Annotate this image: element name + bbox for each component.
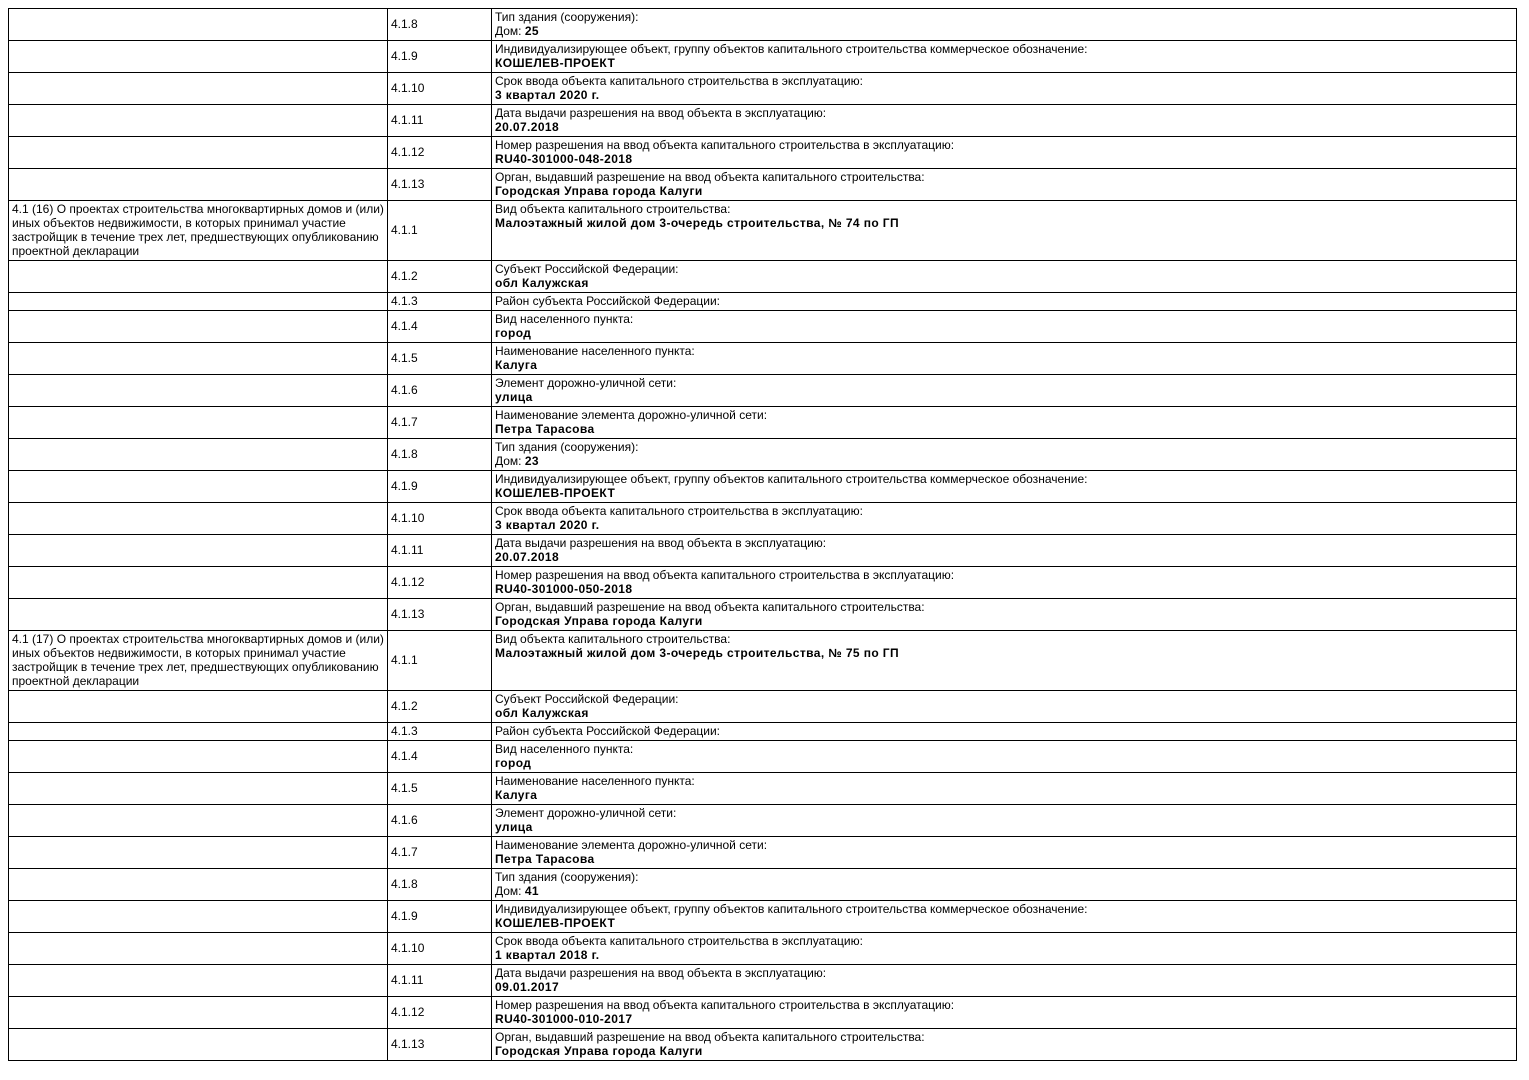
value-line xyxy=(495,184,1513,198)
row-number-cell xyxy=(388,997,492,1029)
field-value: Городская Управа города Калуги xyxy=(495,1044,703,1058)
section-description: 4.1 (16) О проектах строительства многоквартирных домов и (или) иных объектов недвижимости, в которых принимал участие застройщик в течение трех лет, предшествующих опубликованию проектной декларации xyxy=(12,202,384,258)
field-value: 41 xyxy=(524,884,540,898)
row-number-cell xyxy=(388,407,492,439)
row-number-cell xyxy=(388,691,492,723)
field-cell xyxy=(492,439,1517,471)
field-cell xyxy=(492,41,1517,73)
field-value: 20.07.2018 xyxy=(495,120,560,134)
field-cell xyxy=(492,261,1517,293)
section-description-cell xyxy=(9,137,388,169)
table-row xyxy=(9,439,1517,471)
table-row xyxy=(9,343,1517,375)
value-line xyxy=(495,152,1513,166)
field-label: Вид населенного пункта: xyxy=(495,742,634,756)
value-line xyxy=(495,56,1513,70)
field-cell xyxy=(492,201,1517,261)
field-value: Городская Управа города Калуги xyxy=(495,614,703,628)
section-description-cell xyxy=(9,535,388,567)
row-number: 4.1.12 xyxy=(391,1005,425,1019)
table-row xyxy=(9,599,1517,631)
table-row xyxy=(9,169,1517,201)
field-value: 3 квартал 2020 г. xyxy=(495,88,600,102)
row-number-cell xyxy=(388,631,492,691)
row-number-cell xyxy=(388,741,492,773)
field-cell xyxy=(492,1029,1517,1061)
row-number: 4.1.11 xyxy=(391,113,424,127)
table-row xyxy=(9,567,1517,599)
field-label: Элемент дорожно-уличной сети: xyxy=(495,376,677,390)
row-number-cell xyxy=(388,137,492,169)
value-line xyxy=(495,614,1513,628)
row-number: 4.1.8 xyxy=(391,447,418,461)
field-value: город xyxy=(495,756,532,770)
section-description-cell xyxy=(9,9,388,41)
row-number: 4.1.12 xyxy=(391,145,425,159)
field-label: Элемент дорожно-уличной сети: xyxy=(495,806,677,820)
row-number-cell xyxy=(388,901,492,933)
row-number: 4.1.10 xyxy=(391,941,425,955)
field-label: Индивидуализирующее объект, группу объектов капитального строительства коммерческое обозначение: xyxy=(495,472,1088,486)
row-number: 4.1.6 xyxy=(391,813,418,827)
section-description-cell xyxy=(9,343,388,375)
value-line xyxy=(495,276,1513,290)
row-number: 4.1.10 xyxy=(391,81,425,95)
row-number-cell xyxy=(388,311,492,343)
table-row xyxy=(9,293,1517,311)
table-row xyxy=(9,741,1517,773)
field-cell xyxy=(492,105,1517,137)
table-row xyxy=(9,407,1517,439)
row-number-cell xyxy=(388,439,492,471)
row-number-cell xyxy=(388,503,492,535)
row-number: 4.1.4 xyxy=(391,319,418,333)
row-number-cell xyxy=(388,599,492,631)
section-description-cell xyxy=(9,1029,388,1061)
field-cell xyxy=(492,73,1517,105)
declaration-table xyxy=(8,8,1517,1061)
table-row xyxy=(9,933,1517,965)
table-row xyxy=(9,471,1517,503)
field-value: улица xyxy=(495,390,533,404)
row-number: 4.1.11 xyxy=(391,543,424,557)
value-line xyxy=(495,216,1513,230)
field-value: Петра Тарасова xyxy=(495,852,595,866)
row-number-cell xyxy=(388,837,492,869)
row-number-cell xyxy=(388,293,492,311)
field-label: Район субъекта Российской Федерации: xyxy=(495,294,720,308)
field-cell xyxy=(492,805,1517,837)
value-line xyxy=(495,326,1513,340)
field-value: улица xyxy=(495,820,533,834)
value-line xyxy=(495,852,1513,866)
table-row xyxy=(9,837,1517,869)
row-number: 4.1.9 xyxy=(391,909,418,923)
field-value: Малоэтажный жилой дом 3-очередь строительства, № 74 по ГП xyxy=(495,216,900,230)
row-number: 4.1.9 xyxy=(391,479,418,493)
field-value: 09.01.2017 xyxy=(495,980,560,994)
section-description-cell xyxy=(9,631,388,691)
value-line xyxy=(495,916,1513,930)
row-number-cell xyxy=(388,375,492,407)
section-description-cell xyxy=(9,997,388,1029)
row-number: 4.1.9 xyxy=(391,49,418,63)
table-row xyxy=(9,901,1517,933)
value-line xyxy=(495,24,1513,38)
field-value-prefix: Дом: xyxy=(495,24,525,38)
table-row xyxy=(9,691,1517,723)
field-label: Орган, выдавший разрешение на ввод объекта капитального строительства: xyxy=(495,600,925,614)
field-value: КОШЕЛЕВ-ПРОЕКТ xyxy=(495,916,616,930)
field-cell xyxy=(492,9,1517,41)
value-line xyxy=(495,706,1513,720)
table-row xyxy=(9,137,1517,169)
field-label: Индивидуализирующее объект, группу объектов капитального строительства коммерческое обозначение: xyxy=(495,902,1088,916)
field-value: КОШЕЛЕВ-ПРОЕКТ xyxy=(495,56,616,70)
section-description-cell xyxy=(9,169,388,201)
section-description-cell xyxy=(9,723,388,741)
field-value: 20.07.2018 xyxy=(495,550,560,564)
value-line xyxy=(495,390,1513,404)
row-number: 4.1.13 xyxy=(391,607,425,621)
section-description-cell xyxy=(9,965,388,997)
row-number: 4.1.8 xyxy=(391,877,418,891)
field-label: Номер разрешения на ввод объекта капитального строительства в эксплуатацию: xyxy=(495,138,955,152)
section-description-cell xyxy=(9,869,388,901)
value-line xyxy=(495,358,1513,372)
field-value: RU40-301000-050-2018 xyxy=(495,582,633,596)
section-description-cell xyxy=(9,933,388,965)
field-cell xyxy=(492,723,1517,741)
value-line xyxy=(495,646,1513,660)
value-line xyxy=(495,884,1513,898)
field-value-prefix: Дом: xyxy=(495,884,525,898)
section-description-cell xyxy=(9,773,388,805)
row-number-cell xyxy=(388,105,492,137)
section-description-cell xyxy=(9,599,388,631)
row-number: 4.1.4 xyxy=(391,749,418,763)
field-value: 23 xyxy=(524,454,540,468)
field-value: обл Калужская xyxy=(495,276,589,290)
section-description-cell xyxy=(9,439,388,471)
row-number: 4.1.6 xyxy=(391,383,418,397)
field-cell xyxy=(492,837,1517,869)
table-row xyxy=(9,965,1517,997)
section-description-cell xyxy=(9,691,388,723)
field-cell xyxy=(492,375,1517,407)
field-cell xyxy=(492,471,1517,503)
table-row xyxy=(9,9,1517,41)
section-description-cell xyxy=(9,41,388,73)
table-row xyxy=(9,261,1517,293)
field-cell xyxy=(492,535,1517,567)
table-row xyxy=(9,723,1517,741)
field-cell xyxy=(492,965,1517,997)
field-cell xyxy=(492,137,1517,169)
section-description-cell xyxy=(9,375,388,407)
row-number: 4.1.13 xyxy=(391,177,425,191)
row-number: 4.1.12 xyxy=(391,575,425,589)
row-number-cell xyxy=(388,869,492,901)
field-value: Петра Тарасова xyxy=(495,422,595,436)
field-label: Дата выдачи разрешения на ввод объекта в эксплуатацию: xyxy=(495,966,827,980)
row-number-cell xyxy=(388,343,492,375)
field-label: Наименование элемента дорожно-уличной сети: xyxy=(495,408,768,422)
field-label: Дата выдачи разрешения на ввод объекта в эксплуатацию: xyxy=(495,106,827,120)
table-row xyxy=(9,375,1517,407)
field-cell xyxy=(492,169,1517,201)
row-number: 4.1.8 xyxy=(391,17,418,31)
field-label: Вид населенного пункта: xyxy=(495,312,634,326)
table-row xyxy=(9,805,1517,837)
value-line xyxy=(495,120,1513,134)
field-cell xyxy=(492,869,1517,901)
field-label: Дата выдачи разрешения на ввод объекта в эксплуатацию: xyxy=(495,536,827,550)
row-number: 4.1.5 xyxy=(391,351,418,365)
table-row xyxy=(9,997,1517,1029)
row-number-cell xyxy=(388,9,492,41)
field-cell xyxy=(492,503,1517,535)
value-line xyxy=(495,980,1513,994)
section-description-cell xyxy=(9,837,388,869)
table-row xyxy=(9,105,1517,137)
value-line xyxy=(495,518,1513,532)
field-label: Субъект Российской Федерации: xyxy=(495,262,679,276)
row-number: 4.1.2 xyxy=(391,269,418,283)
field-value: Малоэтажный жилой дом 3-очередь строительства, № 75 по ГП xyxy=(495,646,900,660)
row-number-cell xyxy=(388,933,492,965)
field-cell xyxy=(492,293,1517,311)
field-cell xyxy=(492,631,1517,691)
field-cell xyxy=(492,407,1517,439)
row-number: 4.1.10 xyxy=(391,511,425,525)
row-number-cell xyxy=(388,471,492,503)
value-line xyxy=(495,1012,1513,1026)
value-line xyxy=(495,788,1513,802)
field-value: Калуга xyxy=(495,788,538,802)
section-description-cell xyxy=(9,567,388,599)
field-value: Калуга xyxy=(495,358,538,372)
section-description-cell xyxy=(9,311,388,343)
section-description-cell xyxy=(9,901,388,933)
row-number: 4.1.7 xyxy=(391,415,418,429)
field-value: RU40-301000-048-2018 xyxy=(495,152,633,166)
row-number: 4.1.1 xyxy=(391,223,418,237)
row-number-cell xyxy=(388,965,492,997)
value-line xyxy=(495,550,1513,564)
table-row xyxy=(9,311,1517,343)
section-description-cell xyxy=(9,741,388,773)
field-label: Тип здания (сооружения): xyxy=(495,10,639,24)
field-cell xyxy=(492,997,1517,1029)
field-value: обл Калужская xyxy=(495,706,589,720)
value-line xyxy=(495,88,1513,102)
section-description-cell xyxy=(9,471,388,503)
table-row xyxy=(9,869,1517,901)
section-description-cell xyxy=(9,407,388,439)
table-row xyxy=(9,73,1517,105)
field-cell xyxy=(492,741,1517,773)
field-label: Срок ввода объекта капитального строительства в эксплуатацию: xyxy=(495,934,863,948)
value-line xyxy=(495,1044,1513,1058)
field-value: 3 квартал 2020 г. xyxy=(495,518,600,532)
field-value: Городская Управа города Калуги xyxy=(495,184,703,198)
row-number: 4.1.13 xyxy=(391,1037,425,1051)
field-value: 25 xyxy=(524,24,540,38)
field-label: Вид объекта капитального строительства: xyxy=(495,202,731,216)
row-number: 4.1.11 xyxy=(391,973,424,987)
field-label: Срок ввода объекта капитального строительства в эксплуатацию: xyxy=(495,504,863,518)
field-value-prefix: Дом: xyxy=(495,454,525,468)
field-cell xyxy=(492,691,1517,723)
section-description-cell xyxy=(9,201,388,261)
row-number: 4.1.7 xyxy=(391,845,418,859)
row-number: 4.1.3 xyxy=(391,724,418,738)
field-label: Орган, выдавший разрешение на ввод объекта капитального строительства: xyxy=(495,1030,925,1044)
field-label: Наименование населенного пункта: xyxy=(495,774,695,788)
value-line xyxy=(495,820,1513,834)
field-label: Район субъекта Российской Федерации: xyxy=(495,724,720,738)
field-label: Индивидуализирующее объект, группу объектов капитального строительства коммерческое обозначение: xyxy=(495,42,1088,56)
field-cell xyxy=(492,599,1517,631)
row-number: 4.1.3 xyxy=(391,294,418,308)
row-number-cell xyxy=(388,773,492,805)
field-label: Тип здания (сооружения): xyxy=(495,440,639,454)
field-value: КОШЕЛЕВ-ПРОЕКТ xyxy=(495,486,616,500)
table-row xyxy=(9,201,1517,261)
field-label: Орган, выдавший разрешение на ввод объекта капитального строительства: xyxy=(495,170,925,184)
field-cell xyxy=(492,311,1517,343)
row-number-cell xyxy=(388,41,492,73)
row-number-cell xyxy=(388,261,492,293)
row-number-cell xyxy=(388,805,492,837)
section-description: 4.1 (17) О проектах строительства многоквартирных домов и (или) иных объектов недвижимости, в которых принимал участие застройщик в течение трех лет, предшествующих опубликованию проектной декларации xyxy=(12,632,384,688)
row-number-cell xyxy=(388,723,492,741)
section-description-cell xyxy=(9,73,388,105)
row-number: 4.1.5 xyxy=(391,781,418,795)
table-row xyxy=(9,1029,1517,1061)
section-description-cell xyxy=(9,105,388,137)
row-number-cell xyxy=(388,1029,492,1061)
section-description-cell xyxy=(9,261,388,293)
field-label: Номер разрешения на ввод объекта капитального строительства в эксплуатацию: xyxy=(495,568,955,582)
field-label: Срок ввода объекта капитального строительства в эксплуатацию: xyxy=(495,74,863,88)
row-number-cell xyxy=(388,535,492,567)
row-number: 4.1.2 xyxy=(391,699,418,713)
value-line xyxy=(495,756,1513,770)
field-value: RU40-301000-010-2017 xyxy=(495,1012,633,1026)
field-label: Тип здания (сооружения): xyxy=(495,870,639,884)
section-description-cell xyxy=(9,503,388,535)
field-cell xyxy=(492,567,1517,599)
value-line xyxy=(495,486,1513,500)
field-label: Субъект Российской Федерации: xyxy=(495,692,679,706)
table-row xyxy=(9,503,1517,535)
value-line xyxy=(495,582,1513,596)
table-row xyxy=(9,773,1517,805)
field-cell xyxy=(492,933,1517,965)
field-cell xyxy=(492,773,1517,805)
row-number-cell xyxy=(388,201,492,261)
value-line xyxy=(495,454,1513,468)
field-value: город xyxy=(495,326,532,340)
row-number-cell xyxy=(388,567,492,599)
field-label: Наименование элемента дорожно-уличной сети: xyxy=(495,838,768,852)
field-label: Наименование населенного пункта: xyxy=(495,344,695,358)
table-row xyxy=(9,41,1517,73)
field-label: Вид объекта капитального строительства: xyxy=(495,632,731,646)
table-row xyxy=(9,631,1517,691)
row-number-cell xyxy=(388,169,492,201)
table-row xyxy=(9,535,1517,567)
value-line xyxy=(495,948,1513,962)
field-cell xyxy=(492,901,1517,933)
row-number-cell xyxy=(388,73,492,105)
field-value: 1 квартал 2018 г. xyxy=(495,948,600,962)
section-description-cell xyxy=(9,805,388,837)
row-number: 4.1.1 xyxy=(391,653,418,667)
field-cell xyxy=(492,343,1517,375)
value-line xyxy=(495,422,1513,436)
section-description-cell xyxy=(9,293,388,311)
field-label: Номер разрешения на ввод объекта капитального строительства в эксплуатацию: xyxy=(495,998,955,1012)
